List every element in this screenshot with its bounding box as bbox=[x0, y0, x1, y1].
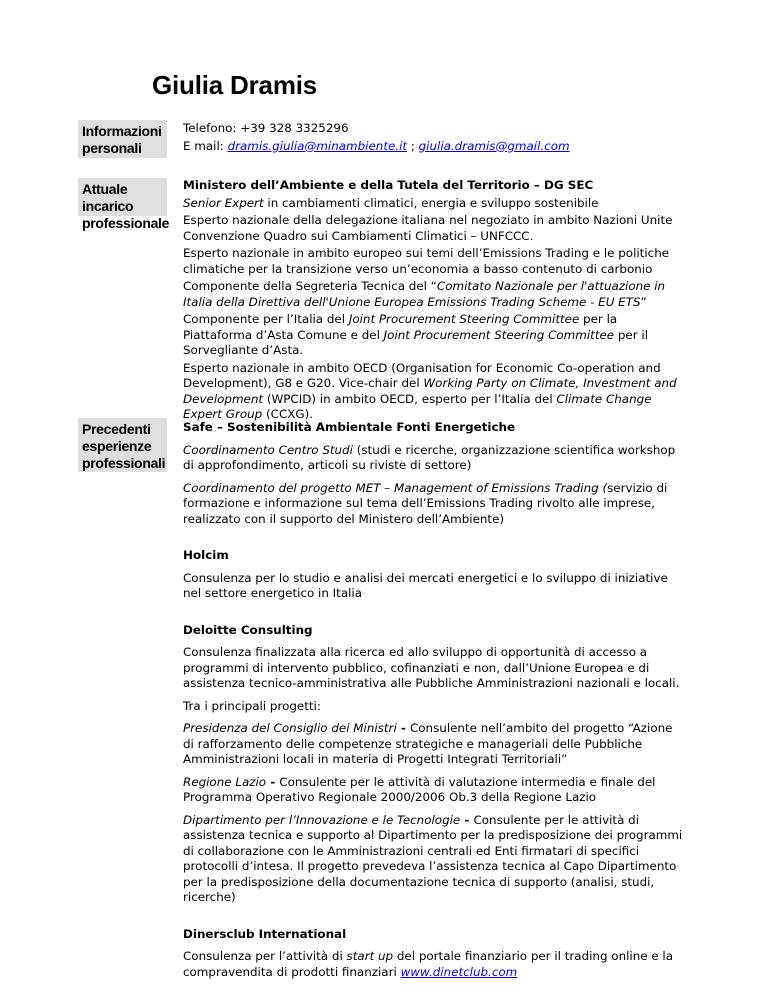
previous-experience bbox=[183, 420, 683, 980]
holcim-title: Holcim bbox=[183, 548, 229, 562]
email-link-2[interactable]: giulia.dramis@gmail.com bbox=[418, 138, 570, 153]
deloitte-project-2: Regione Lazio - Consulente per le attività di valutazione intermedia e finale del Programma Operativo Regionale 2000/2006 Ob.3 della Regione Lazio bbox=[183, 774, 656, 804]
email-prefix: E mail: bbox=[183, 138, 224, 153]
holcim-item: Consulenza per lo studio e analisi dei mercati energetici e lo sviluppo di iniziative nel settore energetico in Italia bbox=[183, 570, 668, 600]
label-current-role: Attuale incarico professionale bbox=[78, 178, 167, 216]
phone-text: Telefono: +39 328 3325296 bbox=[183, 121, 349, 135]
deloitte-project-3: Dipartimento per l’Innovazione e le Tecnologie - Consulente per le attività di assistenza tecnica e supporto al Dipartimento per la predisposizione dei programmi di collaborazione con le Amministrazioni centrali ed Enti firmatari di specifici protocolli d’intesa. Il progetto prevedeva l’assistenza tecnica al Capo Dipartimento per la predisposizione della documentazione tecnica di supporto (analisi, studi, ricerche) bbox=[183, 812, 683, 904]
role-title: Senior Expert bbox=[183, 195, 264, 210]
deloitte-project-1: Presidenza del Consiglio dei Ministri - Consulente nell’ambito del progetto “Azione di rafforzamento delle competenze strategiche e manageriali delle Pubbliche Amministrazioni locali in materia di Progetti Integrati Territoriali” bbox=[183, 721, 673, 766]
deloitte-title: Deloitte Consulting bbox=[183, 622, 313, 637]
safe-item-1: Coordinamento Centro Studi (studi e ricerche, organizzazione scientifica workshop di approfondimento, articoli su riviste di settore) bbox=[183, 442, 676, 472]
label-personal-info: Informazioni personali bbox=[78, 120, 167, 158]
email-separator: ; bbox=[407, 138, 419, 153]
person-name: Giulia Dramis bbox=[152, 70, 318, 100]
diners-item: Consulenza per l’attività di start up del portale finanziario per il trading online e la compravendita di prodotti finanziari www.dinetclub.com bbox=[183, 949, 674, 979]
personal-info bbox=[183, 121, 683, 154]
current-org: Ministero dell’Ambiente e della Tutela del Territorio – DG SEC bbox=[183, 178, 594, 192]
deloitte-item-2: Tra i principali progetti: bbox=[183, 698, 321, 713]
current-item-1: Esperto nazionale della delegazione italiana nel negoziato in ambito Nazioni Unite Convenzione Quadro sui Cambiamenti Climatici – UNFCCC. bbox=[183, 213, 673, 243]
current-item-3: Componente della Segreteria Tecnica del “Comitato Nazionale per l'attuazione in Italia della Direttiva dell'Unione Europea Emissions Trading Scheme - EU ETS” bbox=[183, 279, 666, 309]
current-item-5: Esperto nazionale in ambito OECD (Organisation for Economic Co-operation and Development), G8 e G20. Vice-chair del Working Party on Climate, Investment and Development (WPCID) in ambito OECD, esperto per l’Italia del Climate Change Expert Group (CCXG). bbox=[183, 360, 677, 421]
deloitte-item-1: Consulenza finalizzata alla ricerca ed allo sviluppo di opportunità di accesso a programmi di intervento pubblico, cofinanziati e non, dall’Unione Europea e di assistenza tecnico-amministrativa alle Pubbliche Amministrazioni nazionali e locali. bbox=[183, 645, 680, 690]
current-role: Ministero dell’Ambiente e della Tutela del Territorio – DG SEC Senior Expert in cambiamenti climatici, energia e sviluppo sostenibile Esperto nazionale della delegazione italiana nel negoziato in ambito Nazioni Unite Convenzione Quadro sui Cambiamenti Climatici – UNFCCC. Esperto nazionale in ambito europeo sui temi dell’Emissions Trading e le politiche climatiche per la transizione verso un’economia a basso contenuto di carbonio Componente della Segreteria Tecnica del “Comitato Nazionale per l'attuazione in Italia della Direttiva dell'Unione Europea Emissions Trading Scheme - EU ETS” Componente per l’Italia del Joint Procurement Steering Committee per la Piattaforma d’Asta Comune e del Joint Procurement Steering Committee per il Sorvegliante d’Asta. Esperto nazionale in ambito OECD (Organisation for Economic Co-operation and Development), G8 e G20. Vice-chair del Working Party on Climate, Investment and Development (WPCID) in ambito OECD, esperto per l’Italia del Climate Change Expert Group (CCXG). bbox=[183, 178, 683, 423]
diners-link[interactable]: www.dinetclub.com bbox=[400, 964, 518, 979]
safe-item-2: Coordinamento del progetto MET – Management of Emissions Trading (servizio di formazione e informazione sul tema dell’Emissions Trading rivolto alle imprese, realizzato con il supporto del Ministero dell’Ambiente) bbox=[183, 480, 668, 526]
label-previous-experience: Precedenti esperienze professionali bbox=[78, 418, 167, 472]
diners-title: Dinersclub International bbox=[183, 926, 347, 941]
current-item-2: Esperto nazionale in ambito europeo sui temi dell’Emissions Trading e le politiche climatiche per la transizione verso un’economia a basso contenuto di carbonio bbox=[183, 246, 670, 276]
safe-title: Safe – Sostenibilità Ambientale Fonti Energetiche bbox=[183, 420, 516, 434]
current-item-4: Componente per l’Italia del Joint Procurement Steering Committee per la Piattaforma d’Asta Comune e del Joint Procurement Steering Committee per il Sorvegliante d’Asta. bbox=[183, 312, 649, 357]
email-link-1[interactable]: dramis.giulia@minambiente.it bbox=[227, 138, 408, 153]
